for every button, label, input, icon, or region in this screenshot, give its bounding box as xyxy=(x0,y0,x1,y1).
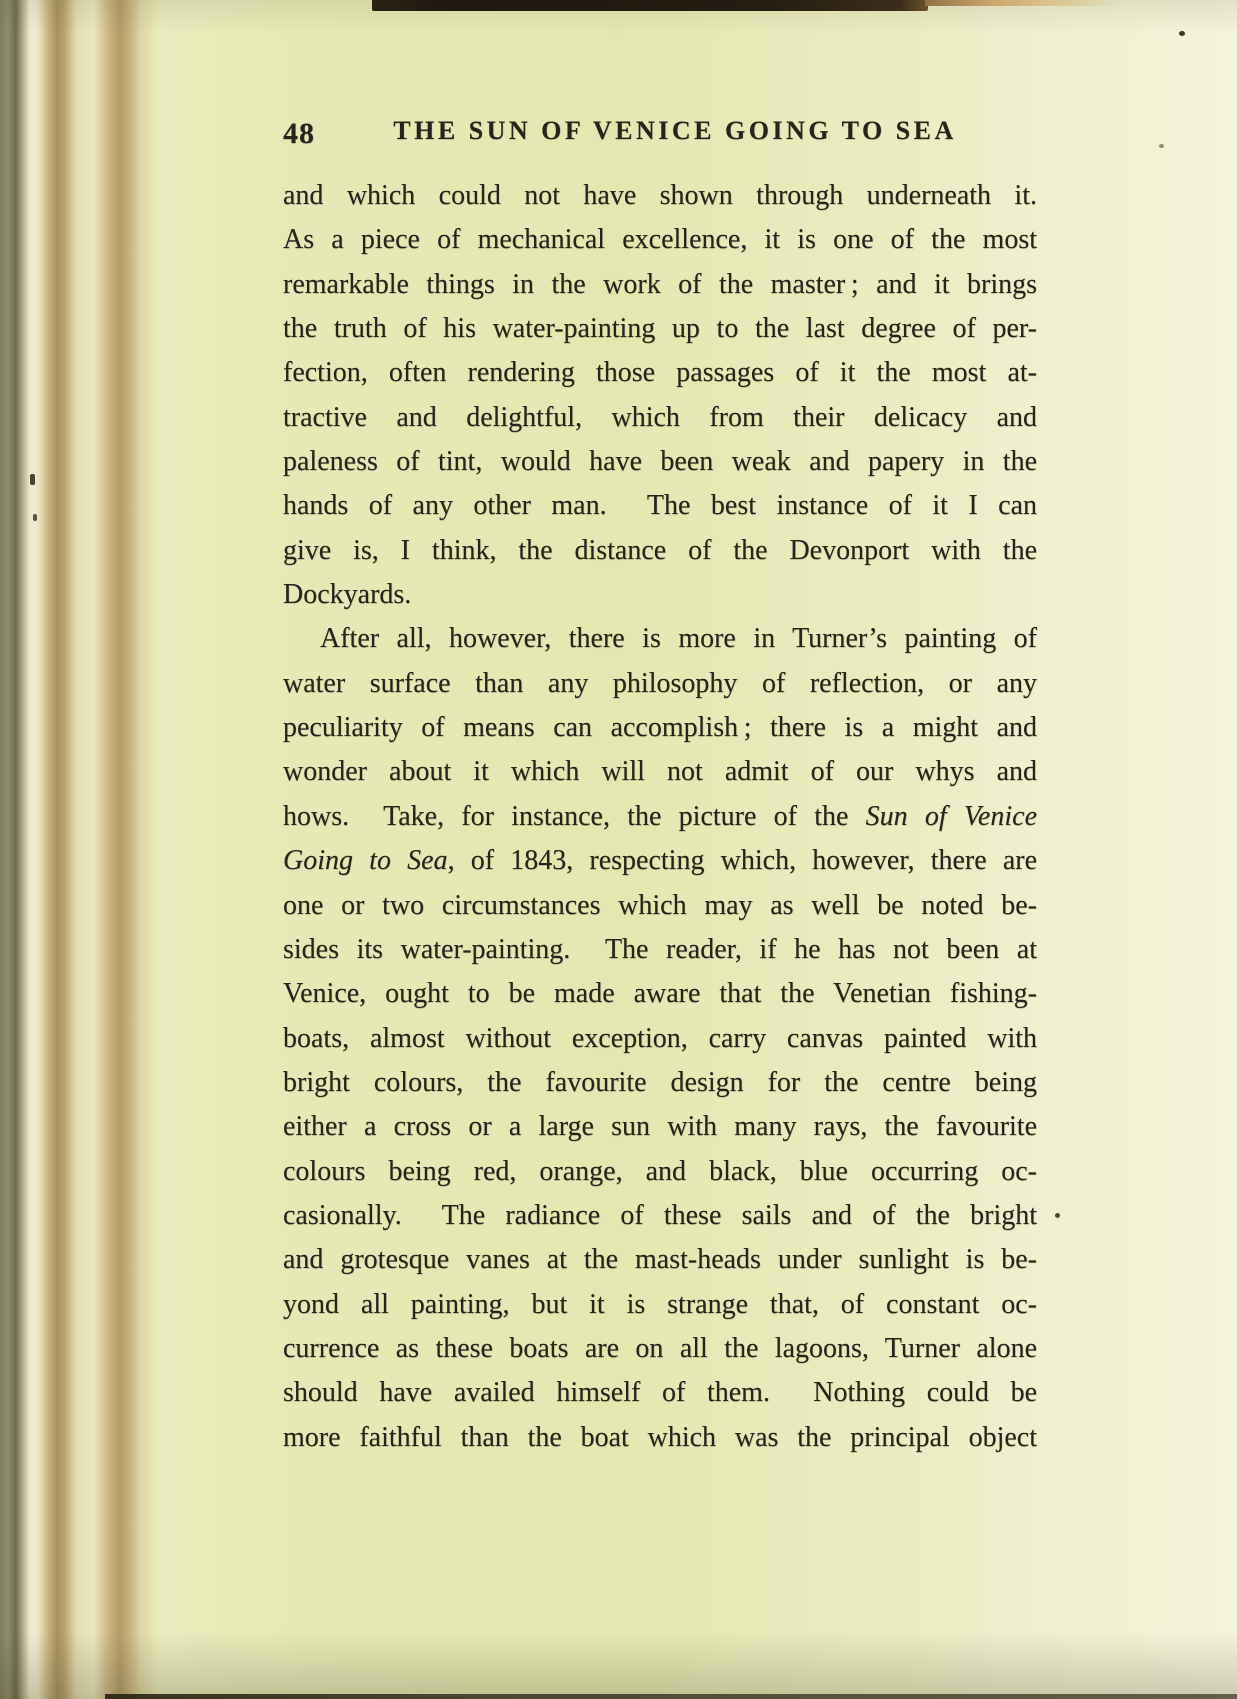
text-line: yond all painting, but it is strange that, of constant oc- xyxy=(283,1288,1037,1320)
text-line: After all, however, there is more in Turner’s painting of xyxy=(320,623,1037,655)
text-line: colours being red, orange, and black, blue occurring oc- xyxy=(283,1155,1037,1187)
running-header: THE SUN OF VENICE GOING TO SEA xyxy=(393,116,957,145)
text-line: casionally. The radiance of these sails and of the bright xyxy=(283,1199,1037,1231)
text-line xyxy=(283,839,1037,883)
text-segment-italic: Sun of Venice xyxy=(865,800,1037,832)
text-line: and which could not have shown through underneath it. xyxy=(283,180,1037,211)
page-top-shadow xyxy=(372,0,928,11)
text-line: Venice, ought to be made aware that the Venetian fishing- xyxy=(283,978,1037,1010)
text-line xyxy=(283,795,1037,839)
text-line: one or two circumstances which may as well be noted be- xyxy=(283,889,1037,921)
text-line: more faithful than the boat which was the principal object xyxy=(283,1421,1037,1453)
photo-bottom-edge xyxy=(105,1694,1237,1699)
text-line: should have availed himself of them. Nothing could be xyxy=(283,1377,1037,1409)
text-line: either a cross or a large sun with many rays, the favourite xyxy=(283,1111,1037,1143)
text-line: paleness of tint, would have been weak and papery in the xyxy=(283,446,1037,478)
text-line: peculiarity of means can accomplish ; there is a might and xyxy=(283,712,1037,744)
text-segment: hows. Take, for instance, the picture of the xyxy=(283,800,866,832)
text-line: and grotesque vanes at the mast-heads under sunlight is be- xyxy=(283,1244,1037,1276)
page-top-edge-highlight xyxy=(925,0,1120,6)
text-segment-italic: Going to Sea xyxy=(283,845,448,877)
text-line: sides its water-painting. The reader, if he has not been at xyxy=(283,933,1037,965)
paper-speck xyxy=(1055,1213,1060,1218)
binding-mark xyxy=(30,474,35,485)
text-line: wonder about it which will not admit of our whys and xyxy=(283,756,1037,788)
binding-mark xyxy=(33,514,37,521)
text-line: Dockyards. xyxy=(283,579,412,611)
text-line: bright colours, the favourite design for the centre being xyxy=(283,1066,1037,1098)
paper-speck xyxy=(1179,31,1185,36)
text-line: As a piece of mechanical excellence, it is one of the most xyxy=(283,224,1037,256)
text-line: remarkable things in the work of the master ; and it brings xyxy=(283,268,1037,300)
text-line: fection, often rendering those passages of it the most at- xyxy=(283,357,1037,389)
text-line: hands of any other man. The best instance of it I can xyxy=(283,490,1037,522)
page-number: 48 xyxy=(283,117,315,150)
text-line: boats, almost without exception, carry canvas painted with xyxy=(283,1022,1037,1054)
text-line: tractive and delightful, which from their delicacy and xyxy=(283,401,1037,433)
text-line: currence as these boats are on all the lagoons, Turner alone xyxy=(283,1332,1037,1364)
body-text xyxy=(283,174,1037,1460)
paper-speck xyxy=(1159,144,1164,148)
text-line: the truth of his water-painting up to the last degree of per- xyxy=(283,313,1037,345)
text-segment: , of 1843, respecting which, however, there are xyxy=(447,845,1037,877)
text-line: give is, I think, the distance of the Devonport with the xyxy=(283,534,1037,566)
page-header xyxy=(283,116,1037,152)
text-line: water surface than any philosophy of reflection, or any xyxy=(283,667,1037,699)
